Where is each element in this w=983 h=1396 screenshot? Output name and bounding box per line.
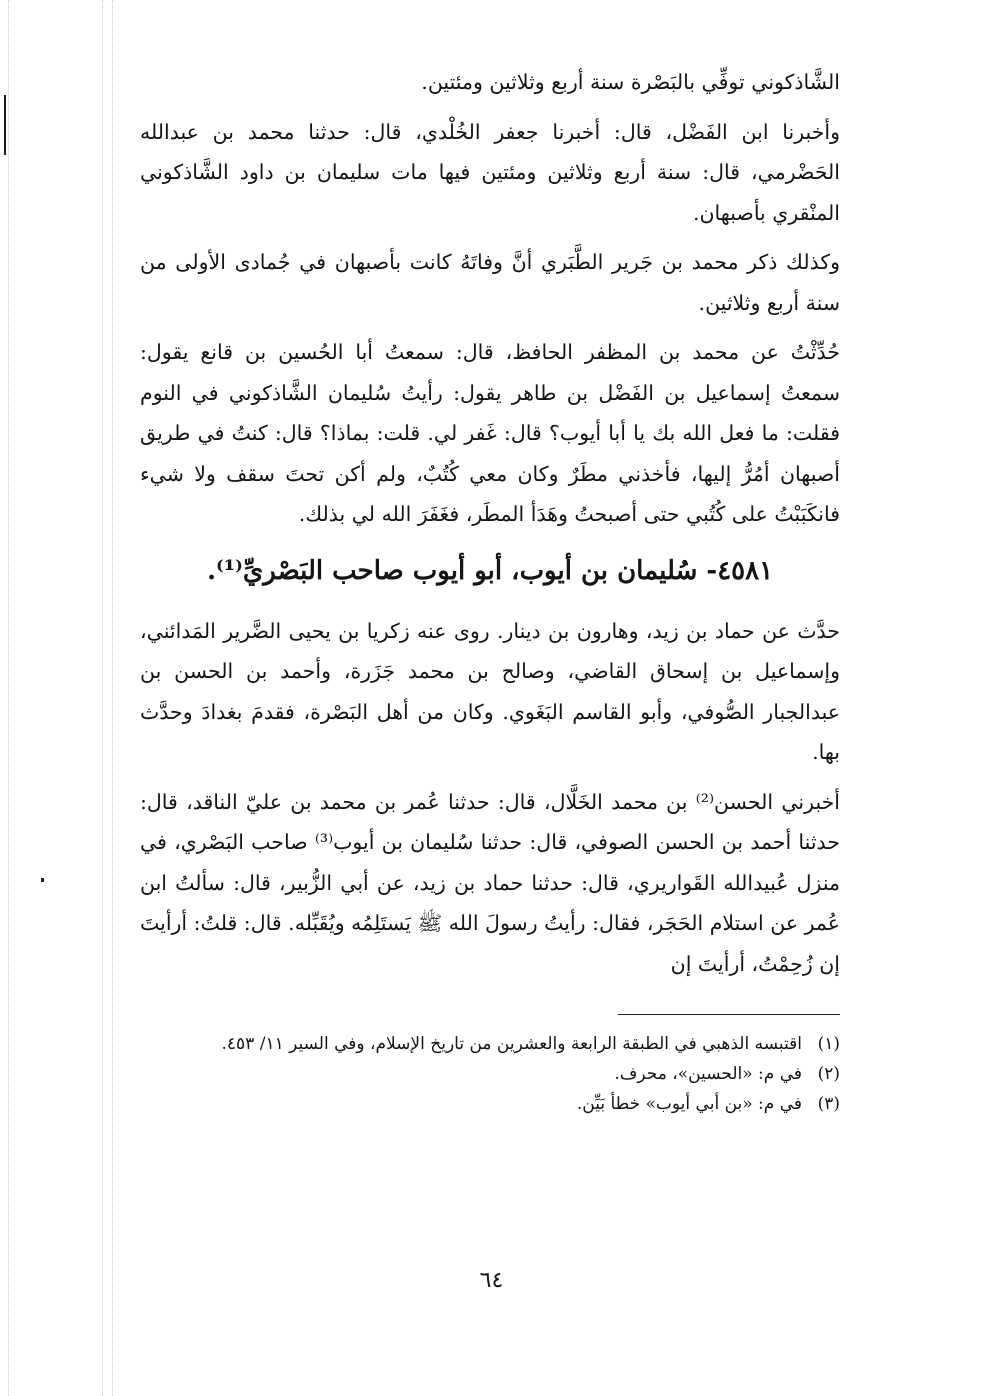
paragraph-entry-biography: حدَّث عن حماد بن زيد، وهارون بن دينار. روى عنه زكريا بن يحيى الضَّرير المَدائني، وإسماعيل بن إسحاق القاضي، وصالح بن محمد جَزَرة، وأحمد بن الحسن بن عبدالجبار الصُّوفي، وأبو القاسم البَغَوي. وكان من أهل البَصْرة، فقدمَ بغدادَ وحدَّث بها. [140,618,840,764]
dotted-margin-guide [102,0,103,1396]
main-text-bottom [140,611,840,985]
book-page [140,62,840,1119]
footnote-number: (٢) [817,1064,840,1084]
scan-speck [41,878,44,882]
page-number: ٦٤ [479,1268,504,1293]
paragraph-dream-narration: حُدِّثْتُ عن محمد بن المظفر الحافظ، قال: سمعتُ أبا الحُسين بن قانع يقول: سمعتُ إسماعيل بن الفَضْل بن طاهر يقول: رأيتُ سُليمان الشَّاذكوني في النوم فقلت: ما فعل الله بك يا أبا أيوب؟ قال: غَفر لي. قلت: بماذا؟ قال: كنتُ في طريق أصبهان أمُرُّ إليها، فأخذني مطَرٌ وكان معي كُتُبٌ، ولم أكن تحتَ سقف ولا شيء فانكَبَبْتُ على كُتُبي حتى أصبحتُ وهَدَأ المطَر، فغَفَرَ الله لي بذلك. [140,340,840,526]
footnote-number: (١) [817,1034,840,1054]
footnote-item [140,1059,840,1089]
footnote-text: اقتبسه الذهبي في الطبقة الرابعة والعشرين من تاريخ الإسلام، وفي السير ١١/ ٤٥٣. [221,1034,802,1054]
footnote-text: في م: «بن أبي أيوب» خطأ بَيِّن. [576,1094,802,1114]
entry-title: ٤٥٨١- سُليمان بن أيوب، أبو أيوب صاحب البَصْريِّ⁽¹⁾. [206,555,774,586]
paragraph-tabari-report: وكذلك ذكر محمد بن جَرير الطَّبَري أنَّ وفاتَهُ كانت بأصبهان في جُمادى الأولى من سنة أربع وثلاثين. [140,250,840,315]
paragraph-shadhakuni-death: الشَّاذكوني توفِّي بالبَصْرة سنة أربع وثلاثين ومئتين. [421,70,840,94]
paragraph-hadith-chain: أخبرني الحسن⁽²⁾ بن محمد الخَلَّال، قال: حدثنا عُمر بن محمد بن عليّ الناقد، قال: حدثنا أحمد بن الحسن الصوفي، قال: حدثنا سُليمان بن أيوب⁽³⁾ صاحب البَصْري، في منزل عُبيدالله القَواريري، قال: حدثنا حماد بن زيد، عن أبي الزُّبير، قال: سألتُ ابن عُمر عن استلام الحَجَر، فقال: رأيتُ رسولَ الله ﷺ يَستَلِمُه ويُقَبِّله. قال: قلتُ: أرأيتَ إن زُحِمْتُ، أرأيتَ إن [140,789,841,976]
dotted-margin-guide [112,0,113,1396]
footnote-text: في م: «الحسين»، محرف. [614,1064,802,1084]
paragraph-fadl-report: وأخبرنا ابن الفَضْل، قال: أخبرنا جعفر الخُلْدي، قال: حدثنا محمد بن عبدالله الحَضْرمي، قال: سنة أربع وثلاثين ومئتين فيها مات سليمان بن داود الشَّاذكوني المنْقري بأصبهان. [140,119,840,225]
main-text-top [140,62,840,535]
footnote-number: (٣) [817,1094,840,1114]
footnote-separator [618,1014,840,1015]
footnote-item [140,1029,840,1059]
dotted-margin-guide [8,0,9,1396]
footnotes [140,1029,840,1119]
scan-edge-mark [4,95,6,155]
footnote-item [140,1089,840,1119]
